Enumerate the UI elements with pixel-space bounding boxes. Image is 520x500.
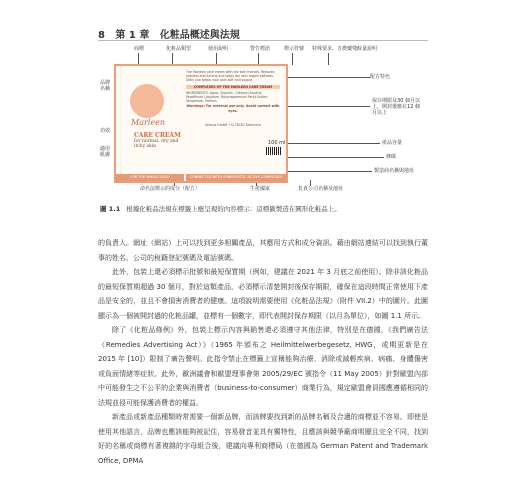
label-formula: 配方特色 xyxy=(370,74,391,80)
product-subtitle: for normal, dry and itchy skin xyxy=(134,139,179,149)
complex-heading: COMPLEXES OF THE MARLEEN CARE CREAM xyxy=(186,85,280,89)
label-brand-logo: 化粧品類型 xyxy=(166,46,192,52)
label-shelf-life: 保存期限及30 個月以上，開封後應在12 個月以上 xyxy=(372,98,420,116)
label-barcode: 條碼 xyxy=(386,154,397,160)
label-special: 特殊要求、含農藥殘餘量說明 xyxy=(312,46,378,52)
running-header xyxy=(98,26,240,41)
caption-text: 根據化粧品法規在標籤上應呈現的內容標示：這標籤製造在圓形化粧品上。 xyxy=(126,205,341,213)
volume-text: 100 ml xyxy=(268,140,286,146)
leader-line xyxy=(310,180,311,186)
product-label xyxy=(114,64,288,183)
header-rule xyxy=(98,40,428,41)
paragraph: 的負責人。網址（網站）上可以找到更多相關產品，其應用方式和成分資訊。藉由網站連結可以找到執行董事的姓名、公司的稅籍登記號碼及電話號碼。 xyxy=(98,239,428,262)
paragraph: 此外，包裝上還必須標示批號和最短保質期（例如，建議在 2021 年 3 月底之前使用）。除非該化粧品的最短保質期超過 30 個月，對於這類產品，必須標示清楚開封後保存期限，確保在這段時間正常使用下產品是安全的，並且不會損害消費者的健康。這項說明需要使用《化粧品法規》（附件 VII.2）中的圖片。此圖顯示為一個被開封過的化粧品罐，並標有一個數字，即代表開封保存期限（以月為單位），如圖 1.1 所示。 xyxy=(98,268,428,320)
product-name xyxy=(134,132,184,149)
label-volume: 產品容量 xyxy=(382,140,403,146)
logo-circle xyxy=(130,84,164,118)
figure-caption xyxy=(100,204,341,213)
warning-text: Warnings: For external use only. Avoid contact with eyes. xyxy=(186,104,280,113)
bottom-band-right: CONNECTED WITH SYNERGISTIC ACTIVE COMPLEXES xyxy=(186,174,286,181)
product-title: CARE CREAM xyxy=(134,132,181,139)
label-usage: 使用說明 xyxy=(208,46,229,52)
label-brand-name: 品牌名稱 xyxy=(100,80,111,92)
body-text xyxy=(98,236,428,468)
ingredients-text: INGREDIENTS: Aqua, Glycerin, Cetearyl Alcohol, Paraffinum Liquidum, Butyrospermum Parkii Butter, Tocopherol, Parfum. xyxy=(186,90,269,104)
page-number: 8 xyxy=(98,30,105,41)
label-function: 功效 xyxy=(100,128,111,134)
leader-line xyxy=(286,157,384,158)
label-contact: 負責公司名稱及地址 xyxy=(298,186,344,192)
leader-line xyxy=(292,53,293,65)
figure-number: 圖 1.1 xyxy=(100,205,121,213)
paragraph: 除了《化粧品條例》外，包裝上標示內容與銷售還必須遵守其他法律，特別是在德國，《我們廣告法（Remedies Advertising Act）》（1965 年頒布之 Heilmittelwerbegesetz, HWG，或期更新是在 2015 年 [10]）限制了廣告聲明。此指令禁止在標籤上宣稱能夠治療、消除或減輕疾病、病痛、身體傷害或負面情緒等症狀。此外，歐洲議會和歐盟理事會第 2005/29/EC 號指令（11 May 2005）針對歐盟內部中可能發生之不公平的企業與消費者（business-to-consumer）商業行為，規定歐盟會員國應遵循相同的法規並侵可能保護消費者的權益。 xyxy=(98,326,428,407)
description-text: The Marleen care cream with the skin friendly. Reduces redness and itching and helps dry skin regain softness. Daily use keeps your skin soft and supple. xyxy=(186,70,275,83)
label-warnings: 警告標語 xyxy=(250,46,271,52)
label-origin: 命名法標示的成分（配方） xyxy=(140,186,201,192)
leader-line xyxy=(286,106,370,107)
figure xyxy=(100,46,430,196)
label-mark: 標示符號 xyxy=(284,46,305,52)
leader-line xyxy=(286,171,372,172)
brand-name: Marleen xyxy=(131,118,165,127)
leader-line xyxy=(286,77,370,78)
barcode xyxy=(266,147,282,155)
bottom-band-left: FOR THE WHOLE BODY xyxy=(116,174,184,181)
label-application: 適用肌膚 xyxy=(100,146,111,158)
label-manufacturer: 生產國家 xyxy=(250,186,271,192)
company-text: Sensus GmbH • D-76187 Karlsruhe xyxy=(204,122,262,127)
label-text-block xyxy=(186,70,280,127)
leader-line xyxy=(286,143,380,144)
paragraph: 新產品或新產品種類時常需要一個新品牌，而該牌要找到新的品牌名稱及合適的商標並不容易。即使是使用其他語言，品牌也應該能夠被記住，容易發音並具有獨特性，且應該與競爭廠商明顯且完全不同，找到好的名稱或商標有著複雜的字母組合後，建議向專利商標局（在德國為 German Patent and Trademark Office, DPMA xyxy=(98,413,428,465)
chapter-number: 第 1 章 xyxy=(115,30,150,41)
chapter-title: 化粧品概述與法規 xyxy=(159,30,240,41)
label-sleeve: 商標 xyxy=(134,46,145,52)
brand-logo xyxy=(122,84,174,128)
label-company: 製造商名稱與地址 xyxy=(374,168,415,174)
leader-line xyxy=(328,53,329,65)
